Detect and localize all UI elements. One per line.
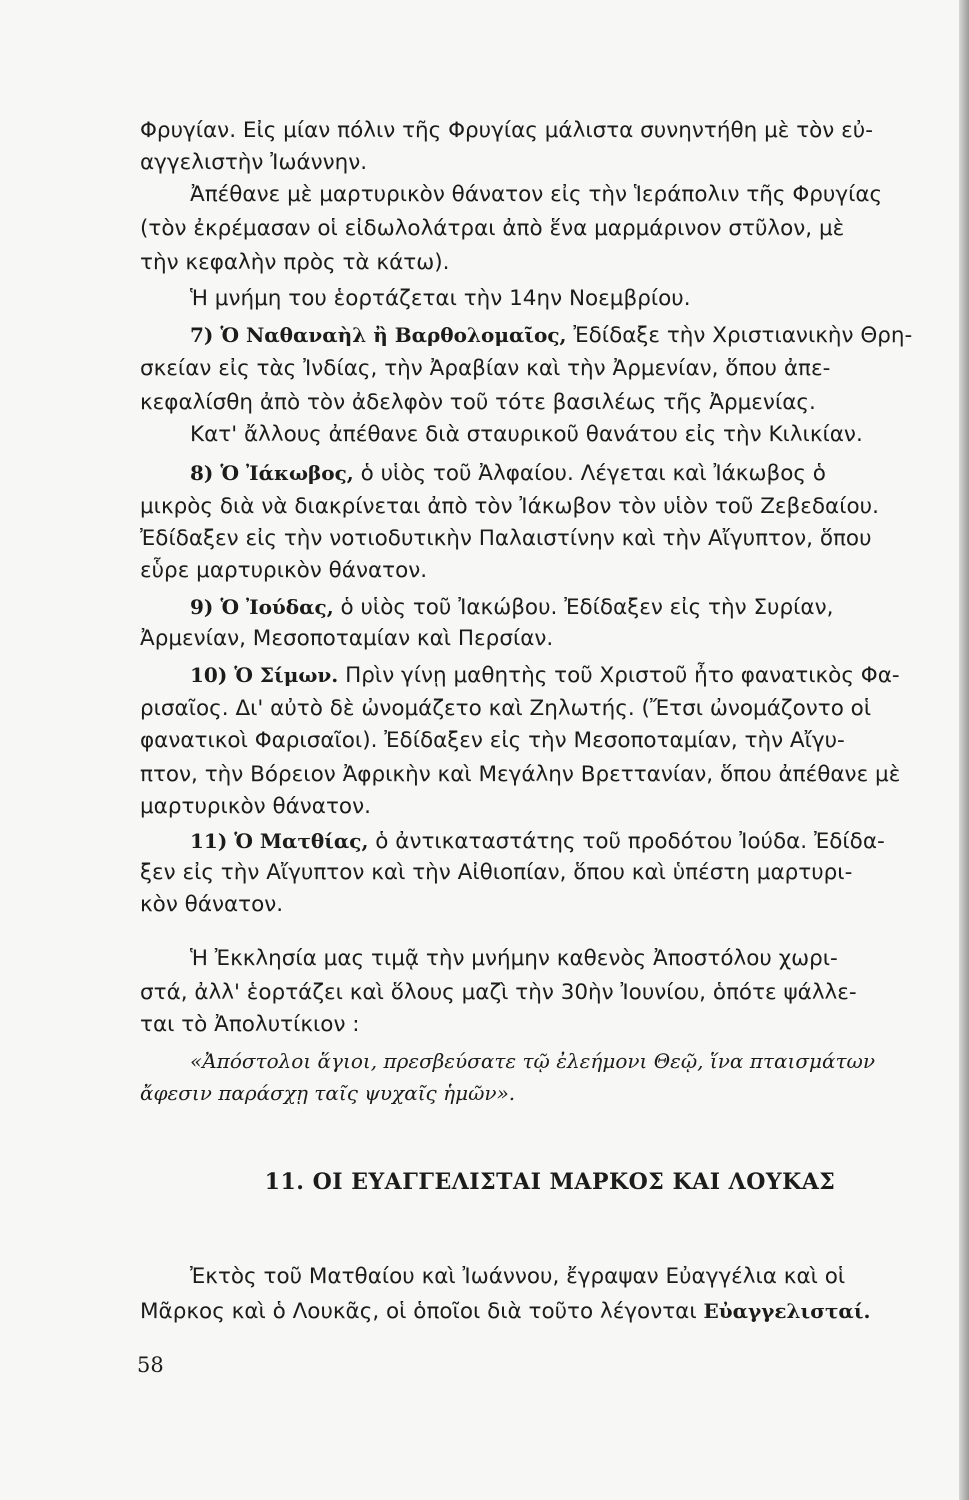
item-9-heading: 9) Ὁ Ἰούδας, [190,595,334,619]
text-line: Ἀρμενίαν, Μεσοποταμίαν καὶ Περσίαν. [140,626,554,651]
page-number: 58 [137,1353,164,1377]
item-11-line: 11) Ὁ Ματθίας, ὁ ἀντικαταστάτης τοῦ προδότου Ἰούδα. Ἐδίδα- [190,829,885,854]
text-line: στά, ἀλλ' ἑορτάζει καὶ ὅλους μαζὶ τὴν 30ὴν Ἰουνίου, ὁπότε ψάλλε- [140,980,857,1005]
text-line: ξεν εἰς τὴν Αἴγυπτον καὶ τὴν Αἰθιοπίαν, ὅπου καὶ ὑπέστη μαρτυρι- [140,860,853,885]
text-line: κὸν θάνατον. [140,892,284,917]
text-line: φανατικοὶ Φαρισαῖοι). Ἐδίδαξεν εἰς τὴν Μεσοποταμίαν, τὴν Αἴγυ- [140,728,845,753]
apolytikion-quote: «Ἀπόστολοι ἅγιοι, πρεσβεύσατε τῷ ἐλεήμονι Θεῷ, ἵνα πταισμάτων [190,1049,875,1073]
text-line: Κατ' ἄλλους ἀπέθανε διὰ σταυρικοῦ θανάτου εἰς τὴν Κιλικίαν. [190,422,863,447]
item-8-line: 8) Ὁ Ἰάκωβος, ὁ υἱὸς τοῦ Ἀλφαίου. Λέγεται καὶ Ἰάκωβος ὁ [190,461,826,486]
item-8-heading: 8) Ὁ Ἰάκωβος, [190,461,354,485]
page-edge-shadow [959,0,969,1500]
apolytikion-quote: ἄφεσιν παράσχῃ ταῖς ψυχαῖς ἡμῶν». [140,1081,516,1105]
item-7-heading: 7) Ὁ Ναθαναὴλ ἢ Βαρθολομαῖος, [190,323,567,347]
text-line: μικρὸς διὰ νὰ διακρίνεται ἀπὸ τὸν Ἰάκωβον τὸν υἱὸν τοῦ Ζεβεδαίου. [140,494,879,519]
text-line: Ἡ μνήμη του ἑορτάζεται τὴν 14ην Νοεμβρίου. [190,286,691,311]
text-line: ται τὸ Ἀπολυτίκιον : [140,1012,360,1037]
text-line: Φρυγίαν. Εἰς μίαν πόλιν τῆς Φρυγίας μάλιστα συνηντήθη μὲ τὸν εὐ- [140,118,873,143]
item-10-line: 10) Ὁ Σίμων. Πρὶν γίνῃ μαθητὴς τοῦ Χριστοῦ ἦτο φανατικὸς Φα- [190,663,900,688]
section-heading: 11. ΟΙ ΕΥΑΓΓΕΛΙΣΤΑΙ ΜΑΡΚΟΣ ΚΑΙ ΛΟΥΚΑΣ [264,1169,836,1195]
text-line: εὗρε μαρτυρικὸν θάνατον. [140,558,428,583]
text-line: ρισαῖος. Δι' αὐτὸ δὲ ὠνομάζετο καὶ Ζηλωτής. (Ἔτσι ὠνομάζοντο οἱ [140,696,872,721]
text-line: μαρτυρικὸν θάνατον. [140,794,371,819]
evangelists-term: Εὐαγγελισταί. [703,1299,871,1323]
text-line: Ἀπέθανε μὲ μαρτυρικὸν θάνατον εἰς τὴν Ἱεράπολιν τῆς Φρυγίας [190,182,883,207]
item-11-heading: 11) Ὁ Ματθίας, [190,829,369,853]
text-line: Ἡ Ἐκκλησία μας τιμᾷ τὴν μνήμην καθενὸς Ἀποστόλου χωρι- [190,946,838,971]
text-line: κεφαλίσθη ἀπὸ τὸν ἀδελφὸν τοῦ τότε βασιλέως τῆς Ἀρμενίας. [140,390,816,415]
item-10-heading: 10) Ὁ Σίμων. [190,663,339,687]
text-line: Ἐδίδαξεν εἰς τὴν νοτιοδυτικὴν Παλαιστίνην καὶ τὴν Αἴγυπτον, ὅπου [140,526,872,551]
item-9-line: 9) Ὁ Ἰούδας, ὁ υἱὸς τοῦ Ἰακώβου. Ἐδίδαξεν εἰς τὴν Συρίαν, [190,595,834,620]
item-7-line: 7) Ὁ Ναθαναὴλ ἢ Βαρθολομαῖος, Ἐδίδαξε τὴν Χριστιανικὴν Θρη- [190,323,913,348]
text-line: πτον, τὴν Βόρειον Ἀφρικὴν καὶ Μεγάλην Βρεττανίαν, ὅπου ἀπέθανε μὲ [140,762,901,787]
text-line: αγγελιστὴν Ἰωάννην. [140,150,368,175]
text-line: τὴν κεφαλὴν πρὸς τὰ κάτω). [140,250,450,275]
text-line: Μᾶρκος καὶ ὁ Λουκᾶς, οἱ ὁποῖοι διὰ τοῦτο λέγονται Εὐαγγελισταί. [140,1299,871,1324]
text-line: Ἐκτὸς τοῦ Ματθαίου καὶ Ἰωάννου, ἔγραψαν Εὐαγγέλια καὶ οἱ [190,1264,846,1289]
text-line: σκείαν εἰς τὰς Ἰνδίας, τὴν Ἀραβίαν καὶ τὴν Ἀρμενίαν, ὅπου ἀπε- [140,356,831,381]
text-line: (τὸν ἐκρέμασαν οἱ εἰδωλολάτραι ἀπὸ ἕνα μαρμάρινον στῦλον, μὲ [140,216,845,241]
